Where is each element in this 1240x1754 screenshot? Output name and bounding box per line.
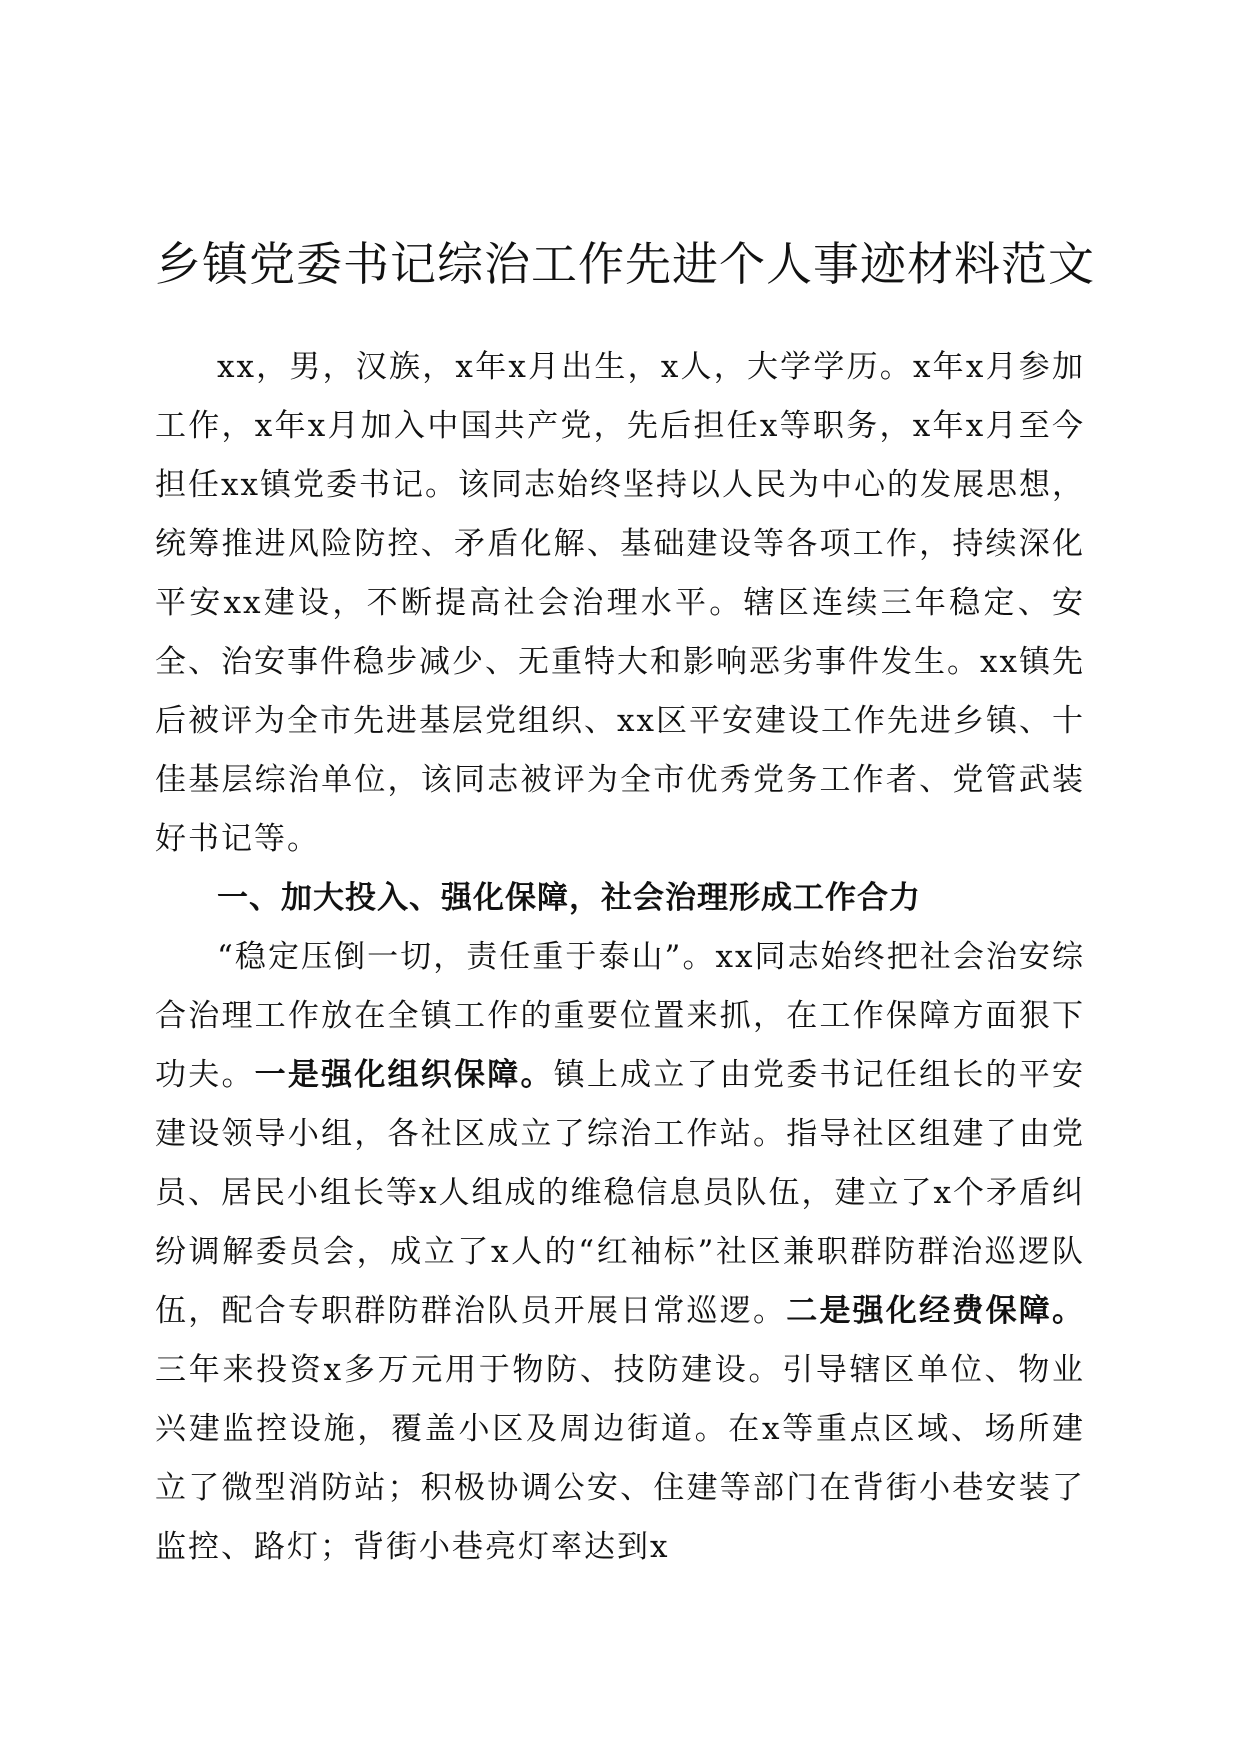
section-heading-1: 一、加大投入、强化保障，社会治理形成工作合力 (217, 880, 921, 916)
funding-guarantee-label: 二是强化经费保障。 (786, 1293, 1086, 1329)
organization-guarantee-text: 镇上成立了由党委书记任组长的平安建设领导小组，各社区成立了综治工作站。指导社区组建了由党员、居民小组长等x人组成的维稳信息员队伍，建立了x个矛盾纠纷调解委员会，成立了x人的“红袖标”社区兼职群防群治巡逻队伍，配合专职群防群治队员开展日常巡逻。 (155, 1057, 1086, 1329)
intro-paragraph: xx，男，汉族，x年x月出生，x人，大学学历。x年x月参加工作，x年x月加入中国共产党，先后担任x等职务，x年x月至今担任xx镇党委书记。该同志始终坚持以人民为中心的发展思想，统筹推进风险防控、矛盾化解、基础建设等各项工作，持续深化平安xx建设，不断提高社会治理水平。辖区连续三年稳定、安全、治安事件稳步减少、无重特大和影响恶劣事件发生。xx镇先后被评为全市先进基层党组织、xx区平安建设工作先进乡镇、十佳基层综治单位，该同志被评为全市优秀党务工作者、党管武装好书记等。 (155, 349, 1085, 857)
funding-guarantee-text: 三年来投资x多万元用于物防、技防建设。引导辖区单位、物业兴建监控设施，覆盖小区及周边街道。在x等重点区域、场所建立了微型消防站；积极协调公安、住建等部门在背街小巷安装了监控、路灯；背街小巷亮灯率达到x (155, 1352, 1085, 1565)
organization-guarantee-label: 一是强化组织保障。 (254, 1057, 554, 1093)
section-1-lead-text: “稳定压倒一切，责任重于泰山”。xx同志始终把社会治安综合治理工作放在全镇工作的重要位置来抓，在工作保障方面狠下功夫。 (155, 939, 1085, 1093)
document-body (155, 338, 1085, 1577)
document-title: 乡镇党委书记综治工作先进个人事迹材料范文 (155, 237, 1095, 291)
section-1-paragraph (155, 928, 1085, 1577)
